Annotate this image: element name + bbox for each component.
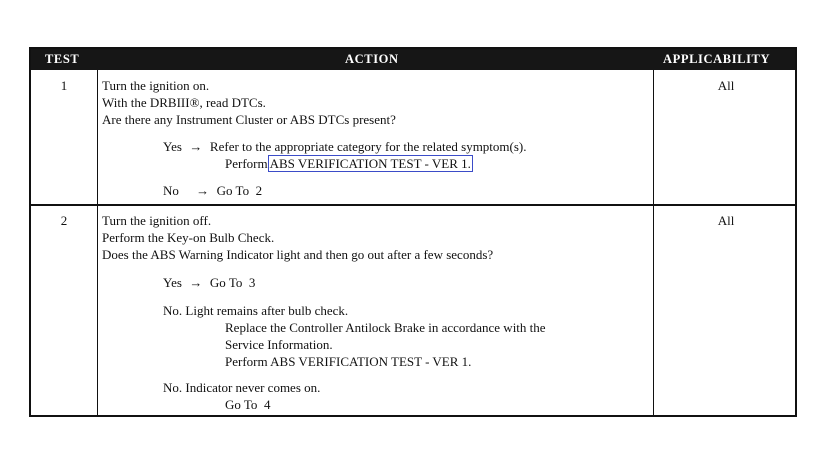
action-line: Are there any Instrument Cluster or ABS DTCs present?: [102, 112, 396, 127]
row-divider: [31, 204, 795, 206]
action-line: Turn the ignition on.: [102, 78, 210, 93]
verification-test-link[interactable]: ABS VERIFICATION TEST - VER 1.: [269, 156, 471, 171]
no-text: Go To: [225, 397, 258, 412]
yes-text: Refer to the appropriate category for the related symptom(s).: [209, 139, 527, 154]
no-text: Go To: [216, 183, 250, 198]
column-divider: [653, 70, 654, 415]
detail-line: Replace the Controller Antilock Brake in accordance with the: [225, 320, 546, 335]
no-branch: [163, 182, 262, 199]
no-label: No: [163, 183, 179, 198]
action-line: With the DRBIII®, read DTCs.: [102, 95, 266, 110]
table-header: [31, 49, 795, 70]
perform-line: [225, 155, 473, 172]
applicability-value: All: [717, 213, 735, 228]
header-test: TEST: [45, 52, 80, 66]
right-arrow-icon: →: [189, 139, 203, 154]
detail-line: Perform ABS VERIFICATION TEST - VER 1.: [225, 354, 472, 369]
go-to-target: 2: [255, 183, 263, 198]
perform-label: Perform: [225, 156, 268, 171]
action-line: Perform the Key-on Bulb Check.: [102, 230, 275, 245]
no-branch-details: [225, 319, 546, 370]
go-to-target: 4: [263, 397, 271, 412]
go-to-line: [225, 396, 270, 413]
no-branch: [163, 302, 348, 319]
yes-branch: [163, 274, 255, 291]
go-to-target: 3: [248, 275, 256, 290]
action-line: Does the ABS Warning Indicator light and then go out after a few seconds?: [102, 247, 494, 262]
detail-line: Service Information.: [225, 337, 333, 352]
right-arrow-icon: →: [196, 183, 210, 198]
applicability-value: All: [717, 78, 735, 93]
yes-text: Go To: [209, 275, 243, 290]
action-text: [102, 77, 396, 128]
action-text: [102, 212, 493, 263]
diagnostic-table: [29, 47, 797, 417]
no-label: No. Indicator never comes on.: [163, 380, 321, 395]
right-arrow-icon: →: [189, 275, 203, 290]
yes-label: Yes: [163, 275, 182, 290]
no-branch: [163, 379, 320, 396]
no-label: No. Light remains after bulb check.: [163, 303, 349, 318]
yes-branch: [163, 138, 527, 155]
action-line: Turn the ignition off.: [102, 213, 212, 228]
header-applicability: APPLICABILITY: [663, 52, 771, 66]
yes-label: Yes: [163, 139, 182, 154]
header-action: ACTION: [345, 52, 399, 66]
test-number: 1: [60, 78, 68, 93]
column-divider: [97, 70, 98, 415]
test-number: 2: [60, 213, 68, 228]
